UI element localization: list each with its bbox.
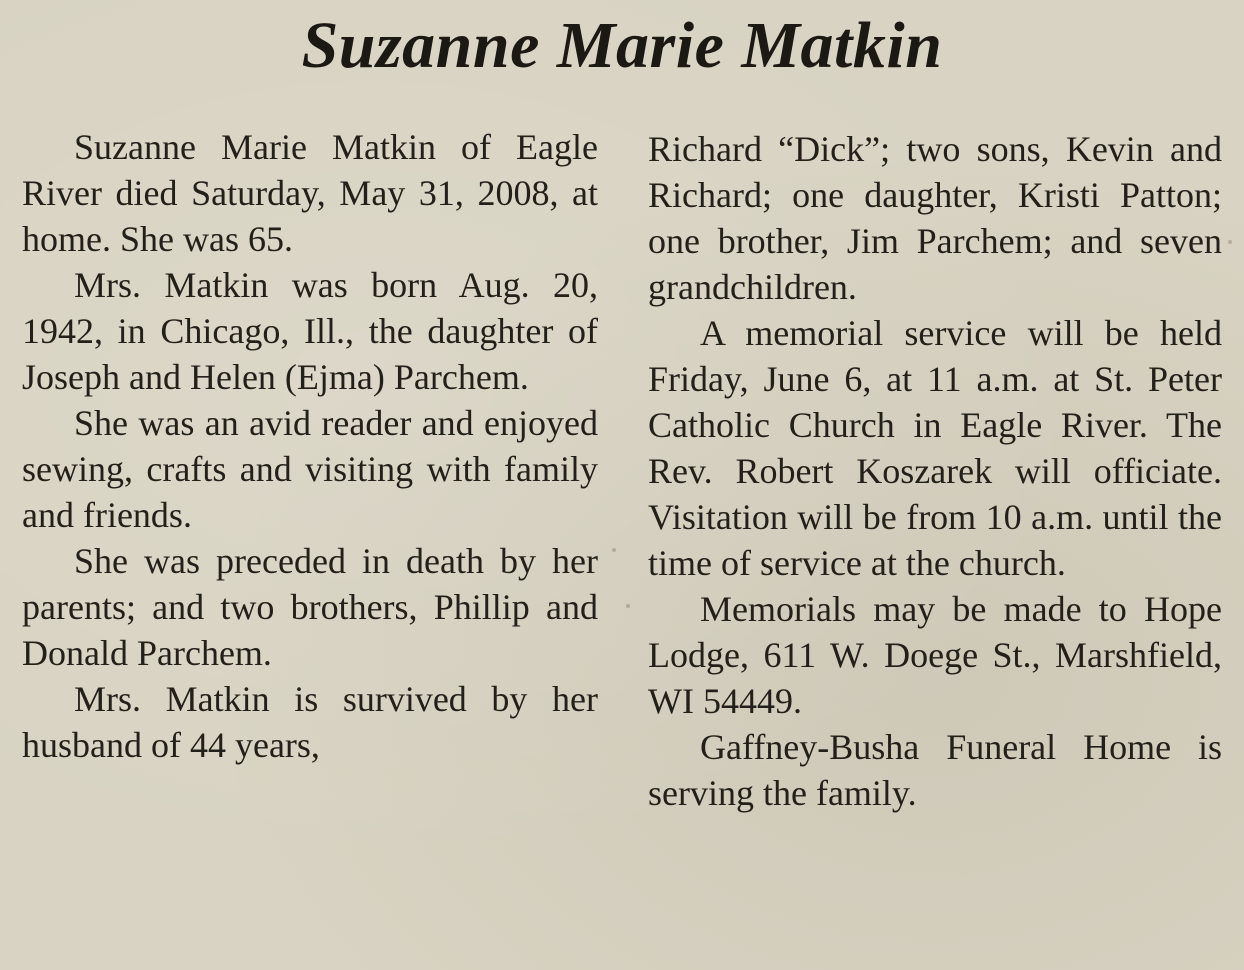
paragraph-preceded-in-death: She was preceded in death by her parents; and two brothers, Phillip and Donald Parchem. [22, 541, 598, 673]
paper-speck [1228, 240, 1232, 244]
paragraph-survivors-start: Mrs. Matkin is survived by her husband of 44 years, [22, 679, 598, 765]
paragraph-survivors-continued: Richard “Dick”; two sons, Kevin and Richard; one daughter, Kristi Patton; one brother, Jim Parchem; and seven grandchildren. [648, 129, 1222, 307]
paragraph-memorial-service: A memorial service will be held Friday, June 6, at 11 a.m. at St. Peter Catholic Church in Eagle River. The Rev. Robert Koszarek will officiate. Visitation will be from 10 a.m. until the time of service at the church. [648, 313, 1222, 583]
paragraph-birth: Mrs. Matkin was born Aug. 20, 1942, in Chicago, Ill., the daughter of Joseph and Helen (Ejma) Parchem. [22, 265, 598, 397]
paper-speck [626, 604, 630, 608]
paragraph-death-notice: Suzanne Marie Matkin of Eagle River died Saturday, May 31, 2008, at home. She was 65. [22, 127, 598, 259]
paragraph-memorials: Memorials may be made to Hope Lodge, 611 W. Doege St., Marshfield, WI 54449. [648, 589, 1222, 721]
left-column [22, 124, 598, 768]
paragraph-funeral-home: Gaffney-Busha Funeral Home is serving the family. [648, 727, 1222, 813]
paper-speck [612, 548, 616, 552]
right-column [648, 126, 1222, 816]
obituary-headline: Suzanne Marie Matkin [301, 9, 943, 82]
paragraph-interests: She was an avid reader and enjoyed sewing, crafts and visiting with family and friends. [22, 403, 598, 535]
